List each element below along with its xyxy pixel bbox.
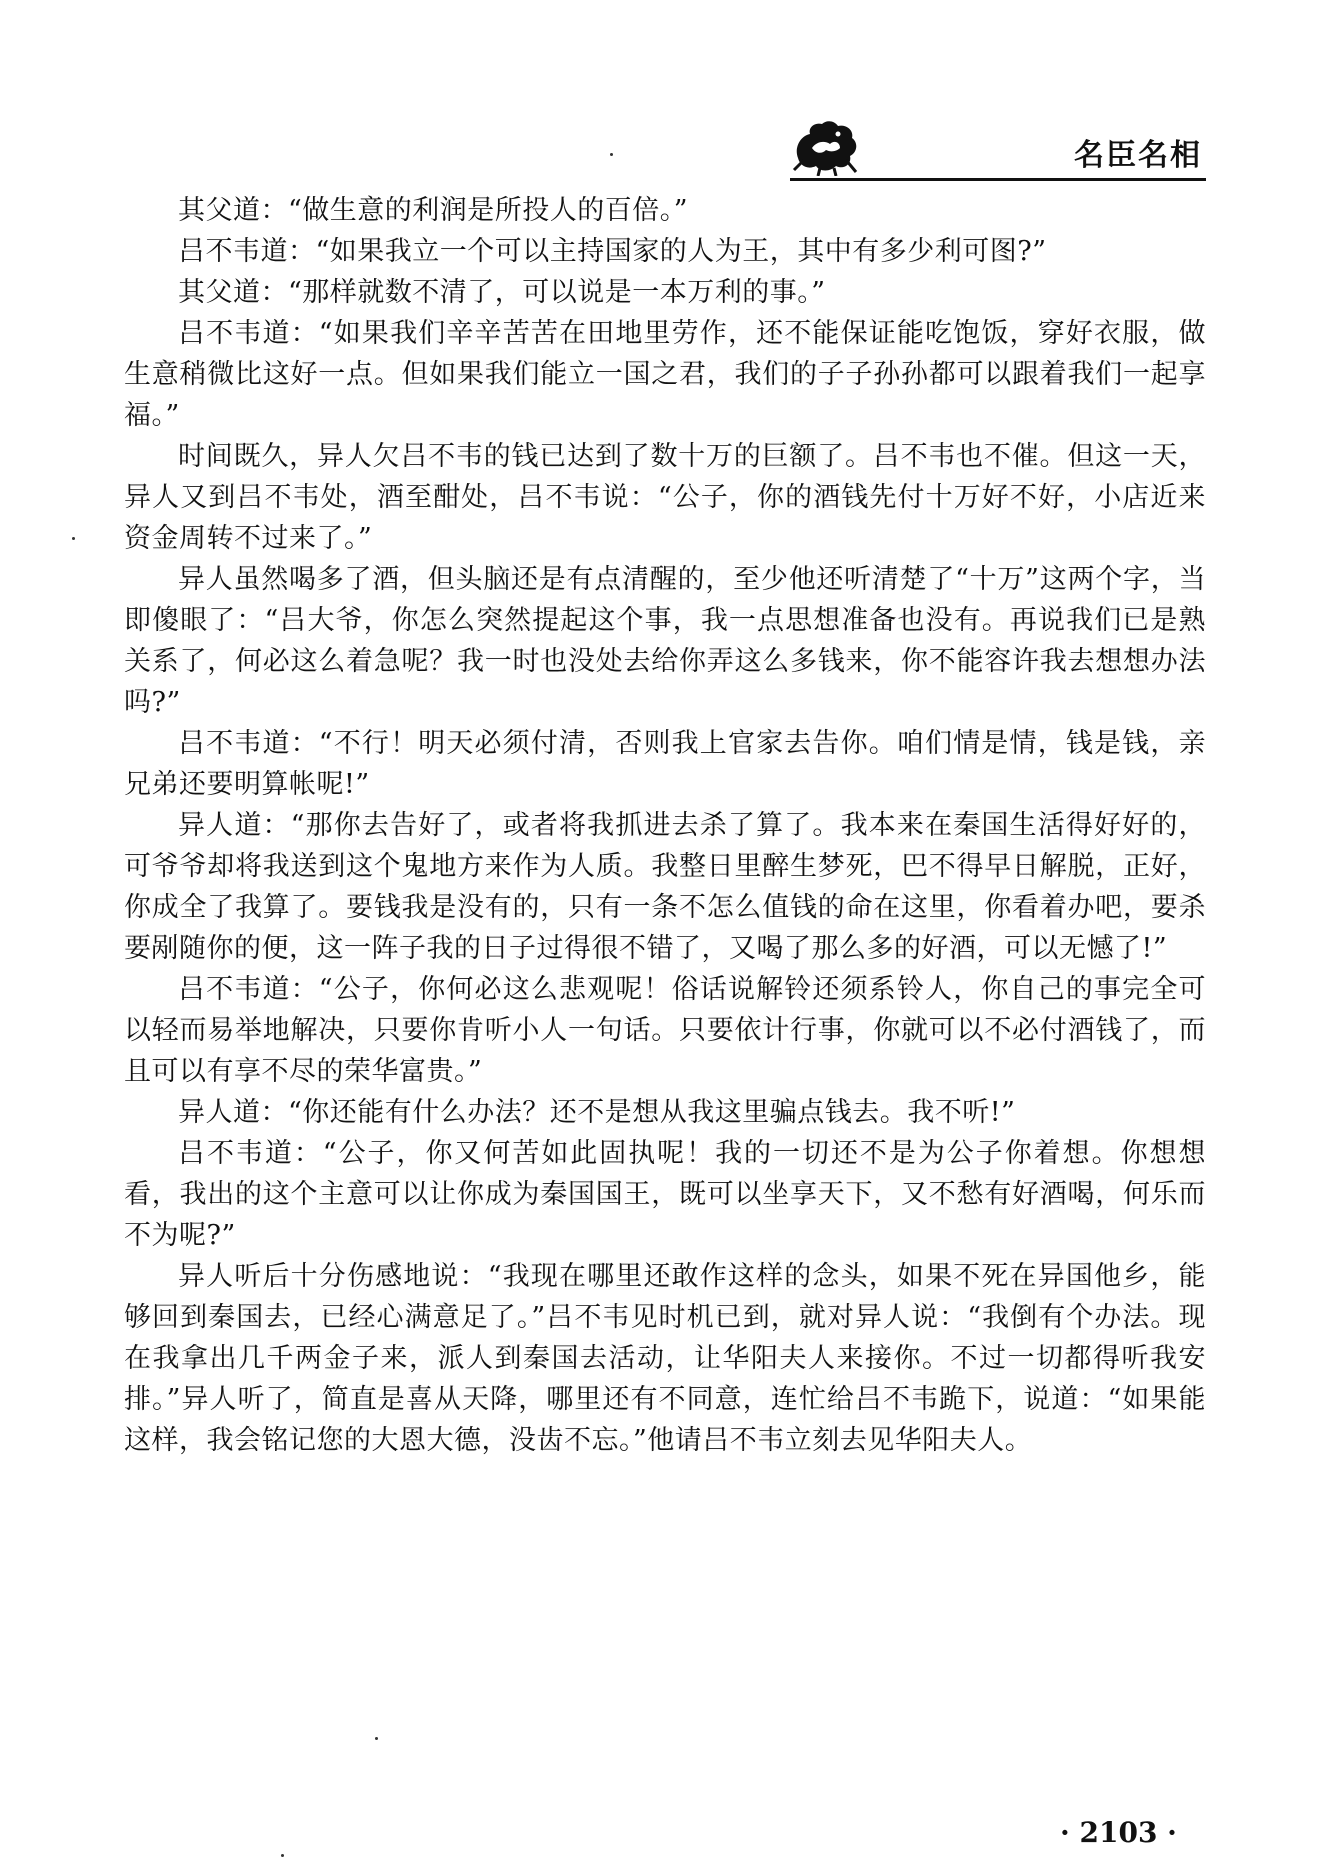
paragraph: 其父道：“做生意的利润是所投人的百倍。” [178,195,689,226]
scan-speck [72,537,75,540]
section-title: 名臣名相 [1074,138,1202,173]
paragraph: 异人听后十分伤感地说：“我现在哪里还敢作这样的念头，如果不死在异国他乡，能够回到秦国去，已经心满意足了。”吕不韦见时机已到，就对异人说：“我倒有个办法。现在我拿出几千两金子来，派人到秦国去活动，让华阳夫人来接你。不过一切都得听我安排。”异人听了，简直是喜从天降，哪里还有不同意，连忙给吕不韦跪下，说道：“如果能这样，我会铭记您的大恩大德，没齿不忘。”他请吕不韦立刻去见华阳夫人。 [124,1261,1206,1456]
paragraph: 吕不韦道：“不行！明天必须付清，否则我上官家去告你。咱们情是情，钱是钱，亲兄弟还要明算帐呢!” [124,728,1206,800]
paragraph: 异人道：“你还能有什么办法？还不是想从我这里骗点钱去。我不听!” [178,1097,1016,1128]
paragraph: 吕不韦道：“如果我立一个可以主持国家的人为王，其中有多少利可图?” [178,236,1047,267]
paragraph: 吕不韦道：“公子，你何必这么悲观呢！俗话说解铃还须系铃人，你自己的事完全可以轻而易举地解决，只要你肯听小人一句话。只要依计行事，你就可以不必付酒钱了，而且可以有享不尽的荣华富贵。” [124,974,1206,1087]
paragraph: 异人道：“那你去告好了，或者将我抓进去杀了算了。我本来在秦国生活得好好的，可爷爷却将我送到这个鬼地方来作为人质。我整日里醉生梦死，巴不得早日解脱，正好，你成全了我算了。要钱我是没有的，只有一条不怎么值钱的命在这里，你看着办吧，要杀要剐随你的便，这一阵子我的日子过得很不错了，又喝了那么多的好酒，可以无憾了!” [124,810,1206,964]
header-rule [790,178,1206,181]
paragraph: 吕不韦道：“如果我们辛辛苦苦在田地里劳作，还不能保证能吃饱饭，穿好衣服，做生意稍微比这好一点。但如果我们能立一国之君，我们的子子孙孙都可以跟着我们一起享福。” [124,318,1206,431]
page-number: · 2103 · [1060,1816,1177,1849]
dragon-emblem-icon [790,118,862,176]
page-header [790,112,1210,182]
body-text [124,190,1206,1461]
scan-speck [610,153,613,156]
scan-speck [375,1737,378,1740]
paragraph: 吕不韦道：“公子，你又何苦如此固执呢！我的一切还不是为公子你着想。你想想看，我出的这个主意可以让你成为秦国国王，既可以坐享天下，又不愁有好酒喝，何乐而不为呢?” [124,1138,1206,1251]
scan-speck [281,1854,284,1857]
paragraph: 时间既久，异人欠吕不韦的钱已达到了数十万的巨额了。吕不韦也不催。但这一天，异人又到吕不韦处，酒至酣处，吕不韦说：“公子，你的酒钱先付十万好不好，小店近来资金周转不过来了。” [124,441,1206,554]
paragraph: 异人虽然喝多了酒，但头脑还是有点清醒的，至少他还听清楚了“十万”这两个字，当即傻眼了：“吕大爷，你怎么突然提起这个事，我一点思想准备也没有。再说我们已是熟关系了，何必这么着急呢？我一时也没处去给你弄这么多钱来，你不能容许我去想想办法吗?” [124,564,1206,718]
paragraph: 其父道：“那样就数不清了，可以说是一本万利的事。” [178,277,826,308]
